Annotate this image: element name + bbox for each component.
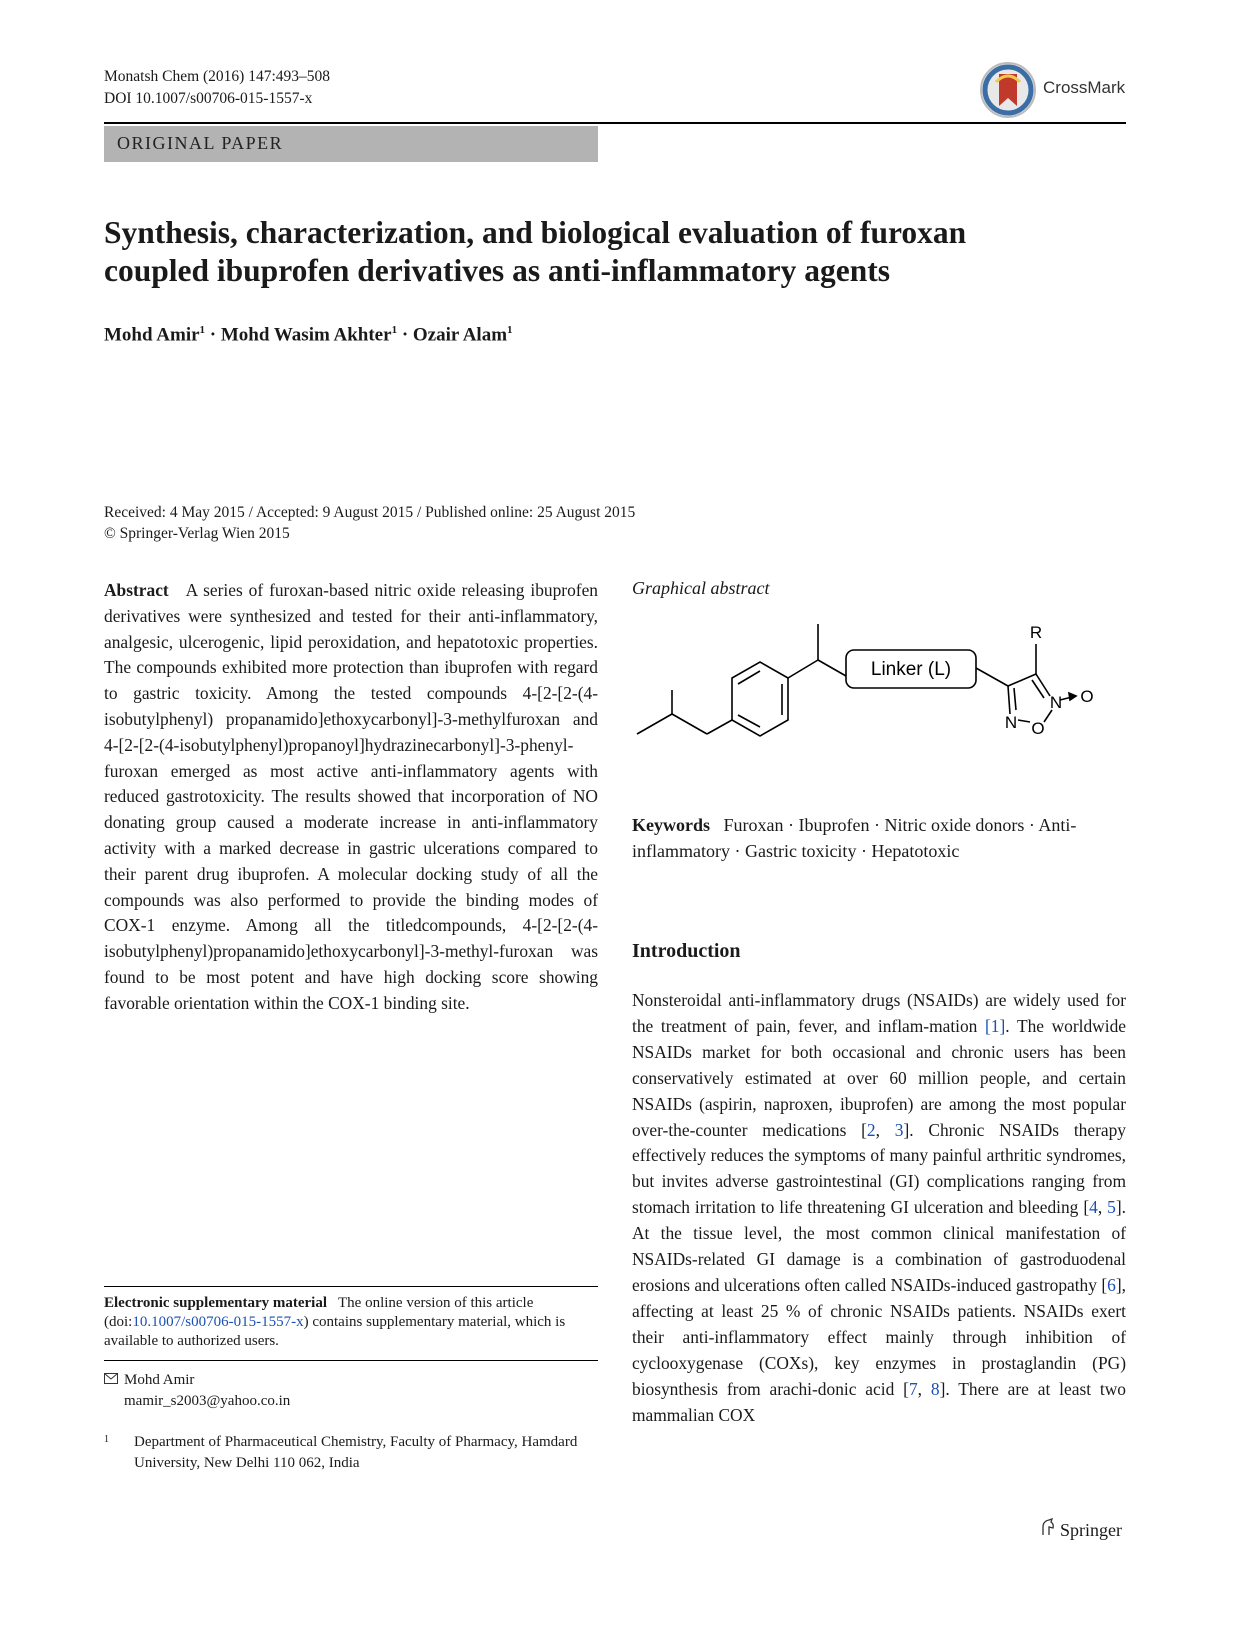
journal-citation xyxy=(104,66,330,110)
author-affiliation-mark: 1 xyxy=(391,324,398,336)
copyright-line: © Springer-Verlag Wien 2015 xyxy=(104,525,290,542)
header-rule xyxy=(104,122,1126,124)
keywords-text: Furoxan · Ibuprofen · Nitric oxide donors · Anti-inflammatory · Gastric toxicity · Hepatotoxic xyxy=(632,815,1077,861)
intro-text-segment: Nonsteroidal anti-inflammatory drugs (NSAIDs) are widely used for the treatment of pain, fever, and inflam-mation xyxy=(632,990,1126,1036)
esm-text: ) contains supplementary material, which is available to authorized users. xyxy=(104,1314,566,1349)
intro-text-segment: , xyxy=(1097,1197,1108,1218)
springer-horse-icon xyxy=(1040,1518,1056,1541)
graphical-abstract-structure xyxy=(632,622,1126,762)
author-list xyxy=(104,324,513,346)
article-type-badge xyxy=(104,126,598,162)
affiliation xyxy=(104,1432,598,1474)
publisher-logo xyxy=(1040,1518,1122,1541)
doi-link[interactable]: 10.1007/s00706-015-1557-x xyxy=(132,1314,304,1330)
esm-text: The online version of this article (doi: xyxy=(104,1295,534,1330)
introduction-text xyxy=(632,988,1126,1428)
supplementary-material-note xyxy=(104,1294,598,1351)
citation-link[interactable]: [1] xyxy=(985,1015,1006,1036)
esm-label: Electronic supplementary material xyxy=(104,1295,328,1311)
paper-title xyxy=(104,214,1104,290)
publication-history xyxy=(104,502,635,544)
journal-doi: DOI 10.1007/s00706-015-1557-x xyxy=(104,90,313,107)
title-line-1: Synthesis, characterization, and biological evaluation of furoxan xyxy=(104,215,967,250)
author-name[interactable]: Ozair Alam xyxy=(412,324,508,346)
citation-link[interactable]: 5 xyxy=(1107,1197,1116,1218)
title-line-2: coupled ibuprofen derivatives as anti-inflammatory agents xyxy=(104,253,891,288)
citation-link[interactable]: 2 xyxy=(866,1119,876,1140)
intro-text-segment: ]. At the tissue level, the most common clinical manifestation of NSAIDs-related GI damage is a combination of gastroduodenal erosions and ulcerations often called NSAIDs-induced gastropathy [ xyxy=(632,1197,1126,1295)
article-type-label: ORIGINAL PAPER xyxy=(117,133,284,153)
abstract-label: Abstract xyxy=(104,580,169,600)
section-heading-introduction: Introduction xyxy=(632,940,741,962)
intro-text-segment: , xyxy=(875,1119,895,1140)
crossmark-label: CrossMark xyxy=(1043,78,1126,97)
intro-text-segment: ], affecting at least 25 % of chronic NSAIDs patients. NSAIDs exert their anti-inflammatory effect mainly through inhibition of cyclooxygenase (COXs), key enzymes in prostaglandin (PG) biosynthesis from arachi-donic acid [ xyxy=(632,1274,1126,1399)
author-separator: · xyxy=(397,324,413,346)
atom-n-label: N xyxy=(1049,693,1063,712)
envelope-icon xyxy=(104,1370,124,1391)
citation-link[interactable]: 3 xyxy=(894,1119,904,1140)
author-name[interactable]: Mohd Amir xyxy=(104,324,200,346)
atom-o-label: O xyxy=(1031,719,1045,738)
atom-n-label: N xyxy=(1004,713,1018,732)
keywords-label: Keywords xyxy=(632,815,710,835)
graphical-abstract-label: Graphical abstract xyxy=(632,578,770,598)
publisher-name: Springer xyxy=(1060,1520,1122,1540)
keywords xyxy=(632,812,1126,864)
citation-link[interactable]: 8 xyxy=(930,1378,940,1399)
abstract-text: A series of furoxan-based nitric oxide releasing ibuprofen derivatives were synthesized and tested for their anti-inflammatory, analgesic, ulcerogenic, lipid peroxidation, and hepatotoxic properties. The compounds exhibited more protection than ibuprofen with regard to gastric toxicity. Among the tested compounds 4-[2-[2-(4-isobutylphenyl) propanamido]ethoxycarbonyl]-3-methylfuroxan and 4-[2-[2-(4-isobutylphenyl)propanoyl]hydrazinecarbonyl]-3-phenyl-furoxan emerged as most active anti-inflammatory agents with reduced gastrotoxicity. The results showed that incorporation of NO donating group caused a moderate increase in anti-inflammatory activity with a marked decrease in gastric ulcerations compared to their parent drug ibuprofen. A molecular docking study of all the compounds was also performed to provide the binding modes of COX-1 enzyme. Among all the titledcompounds, 4-[2-[2-(4-isobutylphenyl)propanamido]ethoxycarbonyl]-3-methyl-furoxan was found to be most potent and have high docking score showing favorable orientation within the COX-1 binding site. xyxy=(104,580,598,1013)
linker-label: Linker (L) xyxy=(870,659,952,680)
intro-text-segment: , xyxy=(917,1378,931,1399)
citation-link[interactable]: 7 xyxy=(908,1378,918,1399)
footnote-rule xyxy=(104,1286,598,1287)
author-affiliation-mark: 1 xyxy=(199,324,206,336)
atom-o-label: O xyxy=(1080,687,1094,706)
affiliation-text: Department of Pharmaceutical Chemistry, Faculty of Pharmacy, Hamdard University, New Delhi 110 062, India xyxy=(134,1434,578,1471)
author-separator: · xyxy=(205,324,221,346)
dates-line: Received: 4 May 2015 / Accepted: 9 August 2015 / Published online: 25 August 2015 xyxy=(104,504,636,521)
intro-text-segment: ]. There are at least two mammalian COX xyxy=(632,1378,1127,1425)
journal-volume: Monatsh Chem (2016) 147:493–508 xyxy=(104,68,331,85)
citation-link[interactable]: 6 xyxy=(1107,1274,1116,1295)
footnote-rule xyxy=(104,1360,598,1361)
abstract xyxy=(104,578,598,1017)
affiliation-number: 1 xyxy=(104,1434,109,1445)
corresponding-name: Mohd Amir xyxy=(124,1372,195,1388)
citation-link[interactable]: 4 xyxy=(1089,1197,1098,1218)
author-affiliation-mark: 1 xyxy=(507,324,513,336)
atom-r-label: R xyxy=(1029,623,1043,642)
corresponding-email[interactable]: mamir_s2003@yahoo.co.in xyxy=(124,1393,291,1409)
intro-text-segment: . The worldwide NSAIDs market for both occasional and chronic users has been conservatively estimated at over 60 million people, and certain NSAIDs (aspirin, naproxen, ibuprofen) are among the most popular over-the-counter medications [ xyxy=(632,1015,1126,1140)
intro-text-segment: ]. Chronic NSAIDs therapy effectively reduces the symptoms of many painful arthritic syndromes, but invites adverse gastrointestinal (GI) complications ranging from stomach irritation to life threatening GI ulceration and bleeding [ xyxy=(632,1119,1126,1218)
crossmark-logo[interactable] xyxy=(978,60,1128,120)
corresponding-author xyxy=(104,1370,290,1412)
author-name[interactable]: Mohd Wasim Akhter xyxy=(220,324,392,346)
crossmark-icon xyxy=(978,60,1038,120)
